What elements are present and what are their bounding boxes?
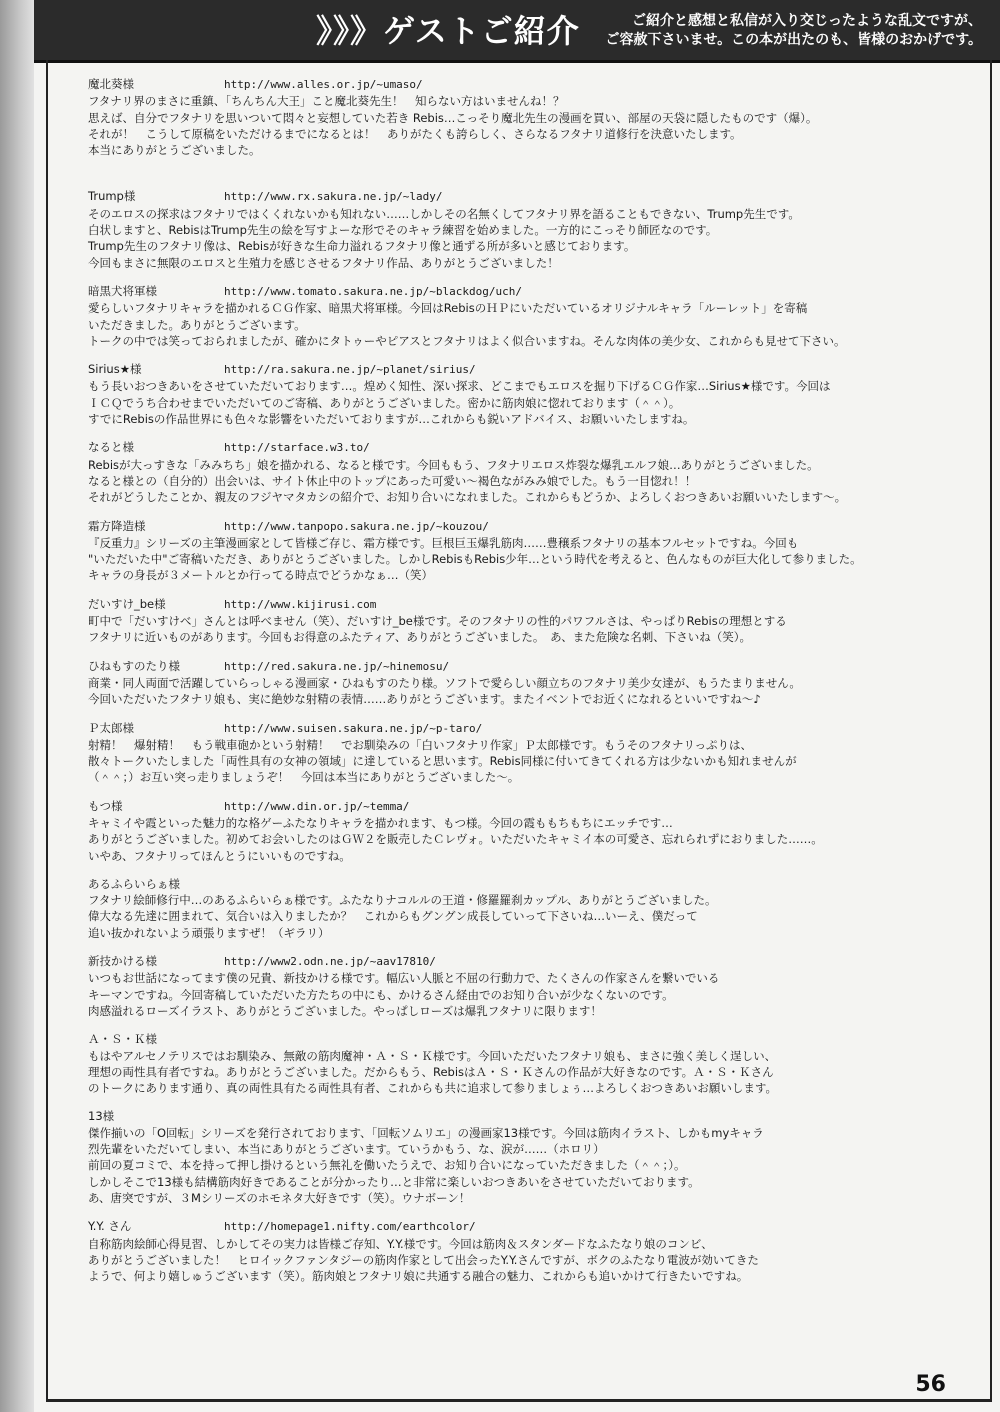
guest-entry — [88, 720, 988, 786]
guest-comment-line: 今回いただいたフタナリ娘も、実に絶妙な射精の表情……ありがとうございます。またイベントでお近くになれるといいですね～♪ — [88, 692, 761, 707]
guest-entry-header — [88, 658, 988, 675]
guest-list — [88, 76, 988, 1296]
guest-comment-line: 肉感溢れるローズイラスト、ありがとうございました。やっぱしローズは爆乳フタナリに限ります！ — [88, 1003, 602, 1018]
guest-comment-line: しかしそこで13様も結構筋肉好きであることが分かったり…と非常に楽しいおつきあいをさせていただいております。 — [88, 1174, 700, 1189]
page-header-banner — [34, 0, 1000, 63]
guest-entry — [88, 1218, 988, 1284]
guest-entry — [88, 1108, 988, 1206]
guest-url: http://www.suisen.sakura.ne.jp/~p-taro/ — [224, 721, 483, 735]
guest-comment-line: ようで、何より嬉しゅうございます（笑）。筋肉娘とフタナリ娘に共通する融合の魅力、これからも追いかけて行きたいですね。 — [88, 1269, 749, 1284]
guest-name: Trump様 — [88, 189, 136, 204]
guest-comment-line: もう長いおつきあいをさせていただいております…。煌めく知性、深い探求、どこまでもエロスを掘り下げるＣＧ作家…Sirius★様です。今回は — [88, 379, 831, 394]
guest-comment-line: そのエロスの探求はフタナリではくくれないかも知れない……しかしその名無くしてフタナリ界を語ることもできない、Trump先生です。 — [88, 206, 800, 221]
guest-comment-line: フタナリ界のまさに重鎮、「ちんちん大王」こと魔北葵先生！ 知らない方はいませんね！？ — [88, 94, 565, 109]
guest-entry — [88, 439, 988, 505]
guest-comment-line: 愛らしいフタナリキャラを描かれるＣＧ作家、暗黒犬将軍様。今回はRebisのＨＰにいただいているオリジナルキャラ「ルーレット」を寄稿 — [88, 301, 808, 316]
guest-entry — [88, 188, 988, 270]
guest-entry — [88, 596, 988, 646]
guest-entry-header — [88, 798, 988, 815]
guest-entry — [88, 283, 988, 349]
guest-comment-line: 本当にありがとうございました。 — [88, 143, 261, 158]
guest-comment-line: 前回の夏コミで、本を持って押し掛けるという無礼を働いたうえで、お知り合いになっていただきました（＾＾；）。 — [88, 1158, 686, 1173]
guest-entry — [88, 658, 988, 708]
guest-comment-line: トークの中では笑っておられましたが、確かにタトゥーやピアスとフタナリはよく似合いますね。そんな肉体の美少女、これからも見せて下さい。 — [88, 333, 846, 348]
guest-comment-line: いつもお世話になってます僕の兄貴、新技かける様です。幅広い人脈と不屈の行動力で、たくさんの作家さんを繋いでいる — [88, 971, 720, 986]
guest-comment-line: なると様との（自分的）出会いは、サイト休止中のトップにあった可愛い～褐色ながみみ娘でした。もう一目惚れ！！ — [88, 473, 697, 488]
guest-comment-line: 散々トークいたしました「両性具有の女神の領域」に達していると思います。Rebis同様に付いてきてくれる方は少ないかも知れませんが — [88, 754, 797, 769]
header-note-line: ご紹介と感想と私信が入り交じったような乱文ですが、 — [632, 13, 982, 29]
guest-comment-line: キャミイや霞といった魅力的な格ゲーふたなりキャラを描かれます、もつ様。今回の霞ももちもちにエッチです… — [88, 815, 673, 830]
guest-comment-line: フタナリ絵師修行中…のあるふらいらぁ様です。ふたなりナコルルの王道・修羅羅刹カップル、ありがとうございました。 — [88, 893, 717, 908]
guest-comment-line: ありがとうございました！ ヒロイックファンタジーの筋肉作家として出会ったY.Y.さんですが、ボクのふたなり電波が効いてきた — [88, 1252, 759, 1267]
guest-comment-line: キーマンですね。今回寄稿していただいた方たちの中にも、かけるさん経由でのお知り合いが少なくないのです。 — [88, 987, 674, 1002]
guest-entry-header — [88, 953, 988, 970]
guest-comment-line: 偉大なる先達に囲まれて、気合いは入りましたか？ これからもグングン成長していって下さいね…いーえ、僕だって — [88, 909, 698, 924]
guest-comment-line: 追い抜かれないよう頑張りますぜ！（ギラリ） — [88, 925, 330, 940]
header-note — [530, 12, 982, 50]
guest-entry-header — [88, 283, 988, 300]
guest-name: ひねもすのたり様 — [88, 658, 180, 673]
guest-comment-line: 白状しますと、RebisはTrump先生の絵を写すよーな形でそのキャラ練習を始めました。一方的にこっそり師匠なのです。 — [88, 223, 718, 238]
guest-entry — [88, 76, 988, 158]
guest-comment-line: 『反重力』シリーズの主筆漫画家として皆様ご存じ、霜方様です。巨根巨玉爆乳筋肉……豊穣系フタナリの基本フルセットですね。今回も — [88, 535, 799, 550]
guest-comment-line: いただきました。ありがとうございます。 — [88, 317, 306, 332]
guest-url: http://www.din.or.jp/~temma/ — [224, 799, 410, 813]
header-note-line: ご容赦下さいませ。この本が出たのも、皆様のおかげです。 — [605, 32, 982, 48]
guest-comment-line: 理想の両性具有者ですね。ありがとうございました。だからもう、RebisはＡ・Ｓ・Ｋさんの作品が大好きなのです。Ａ・Ｓ・Ｋさん — [88, 1064, 774, 1079]
guest-name: Sirius★様 — [88, 362, 142, 377]
guest-entry — [88, 876, 988, 941]
guest-name: なると様 — [88, 440, 134, 455]
guest-url: http://www.tomato.sakura.ne.jp/~blackdog/uch/ — [224, 284, 523, 298]
guest-url: http://red.sakura.ne.jp/~hinemosu/ — [224, 659, 450, 673]
page-title: 》》》ゲストご紹介 — [316, 12, 580, 50]
guest-name: Y.Y. さん — [88, 1219, 132, 1234]
guest-entry-header — [88, 596, 988, 613]
guest-entry-header — [88, 1218, 988, 1235]
guest-url: http://www.kijirusi.com — [224, 597, 377, 611]
guest-url: http://homepage1.nifty.com/earthcolor/ — [224, 1220, 476, 1234]
guest-name: 13様 — [88, 1109, 115, 1124]
guest-entry — [88, 1031, 988, 1096]
guest-comment-line: 自称筋肉絵師心得見習、しかしてその実力は皆様ご存知、Y.Y.様です。今回は筋肉＆スタンダードなふたなり娘のコンビ、 — [88, 1236, 713, 1251]
guest-entry-header — [88, 188, 988, 205]
guest-comment-line: 烈先輩をいただいてしまい、本当にありがとうございます。ていうかもう、な、涙が……（ホロリ） — [88, 1142, 605, 1157]
guest-entry — [88, 953, 988, 1019]
guest-comment-line: 町中で「だいすけべ」さんとは呼べません（笑）、だいすけ_be様です。そのフタナリの性的パワフルさは、やっぱりRebisの理想とする — [88, 614, 787, 629]
guest-url: http://www.rx.sakura.ne.jp/~lady/ — [224, 190, 443, 204]
guest-entry-header — [88, 439, 988, 456]
guest-comment-line: Rebisが大っすきな「みみちち」娘を描かれる、なると様です。今回ももう、フタナリエロス炸裂な爆乳エルフ娘…ありがとうございました。 — [88, 457, 819, 472]
guest-entry-header — [88, 518, 988, 535]
guest-entry-header — [88, 876, 988, 892]
guest-comment-line: ＩＣＱでうち合わせまでいただいてのご寄稿、ありがとうございました。密かに筋肉娘に惚れております（＾＾）。 — [88, 395, 681, 410]
guest-comment-line: のトークにあります通り、真の両性具有たる両性具有者、これからも共に追求して参りましょぅ…よろしくおつきあいお願いします。 — [88, 1081, 777, 1096]
guest-url: http://www.alles.or.jp/~umaso/ — [224, 78, 423, 91]
guest-name: Ａ・Ｓ・Ｋ様 — [88, 1032, 157, 1047]
guest-url: http://www.tanpopo.sakura.ne.jp/~kouzou/ — [224, 519, 489, 533]
guest-name: だいすけ_be様 — [88, 596, 166, 611]
document-page — [34, 0, 1000, 1412]
guest-url: http://ra.sakura.ne.jp/~planet/sirius/ — [224, 363, 476, 377]
guest-entry — [88, 361, 988, 427]
guest-entry-header — [88, 76, 988, 93]
guest-comment-line: Trump先生のフタナリ像は、Rebisが好きな生命力溢れるフタナリ像と通ずる所が多いと感じております。 — [88, 239, 636, 254]
guest-entry — [88, 518, 988, 584]
guest-comment-line: ありがとうございました。初めてお会いしたのはＧＷ２を販売したＣレヴォ。いただいたキャミイ本の可愛さ、忘れられずにおりました……。 — [88, 832, 823, 847]
book-spine-shadow — [0, 0, 34, 1412]
guest-comment-line: "いただいた中"ご寄稿いただき、ありがとうございました。しかしRebisもRebis少年…という時代を考えると、色んなものが巨大化して参りました。 — [88, 552, 862, 567]
guest-url: http://www2.odn.ne.jp/~aav17810/ — [224, 955, 436, 969]
page-number: 56 — [915, 1372, 946, 1397]
guest-comment-line: （＾＾；）お互い突っ走りましょうぞ！ 今回は本当にありがとうございました～。 — [88, 770, 520, 785]
guest-comment-line: あ、唐突ですが、３Mシリーズのホモネタ大好きです（笑）。ウナボーン！ — [88, 1190, 471, 1205]
guest-comment-line: それが！ こうして原稿をいただけるまでになるとは！ ありがたくも誇らしく、さらなるフタナリ道修行を決意いたします。 — [88, 126, 742, 141]
guest-entry-header — [88, 1031, 988, 1047]
guest-comment-line: キャラの身長が３メートルとか行ってる時点でどうかなぁ…（笑） — [88, 568, 433, 583]
guest-comment-line: それがどうしたことか、親友のフジヤマタカシの紹介で、お知り合いになれました。これからもどうか、よろしくおつきあいお願いいたします～。 — [88, 490, 847, 505]
guest-name: あるふらいらぁ様 — [88, 876, 180, 891]
guest-name: Ｐ太郎様 — [88, 720, 134, 735]
guest-comment-line: 商業・同人両面で活躍していらっしゃる漫画家・ひねもすのたり様。ソフトで愛らしい顔立ちのフタナリ美少女達が、もうたまりません。 — [88, 675, 801, 690]
guest-comment-line: いやあ、フタナリってほんとうにいいものですね。 — [88, 848, 351, 863]
guest-name: 霜方降造様 — [88, 518, 146, 533]
guest-comment-line: 傑作揃いの「O回転」シリーズを発行されております、「回転ソムリエ」の漫画家13様です。今回は筋肉イラスト、しかもmyキャラ — [88, 1125, 764, 1140]
guest-entry — [88, 798, 988, 864]
guest-comment-line: フタナリに近いものがあります。今回もお得意のふたティア、ありがとうございました。 あ、また危険な名刺、下さいね（笑）。 — [88, 630, 751, 645]
guest-name: もつ様 — [88, 798, 123, 813]
guest-entry-header — [88, 1108, 988, 1124]
guest-url: http://starface.w3.to/ — [224, 441, 370, 455]
guest-name: 魔北葵様 — [88, 77, 134, 91]
guest-comment-line: 思えば、自分でフタナリを思いついて悶々と妄想していた若き Rebis…こっそり魔北先生の漫画を買い、部屋の天袋に隠したものです（爆）。 — [88, 110, 818, 125]
guest-comment-line: すでにRebisの作品世界にも色々な影響をいただいておりますが…これからも鋭いアドバイス、お願いいたしますね。 — [88, 412, 695, 427]
guest-comment-line: 射精！ 爆射精！ もう戦車砲かという射精！ でお馴染みの「白いフタナリ作家」Ｐ太郎様です。もうそのフタナリっぷりは、 — [88, 737, 753, 752]
guest-name: 暗黒犬将軍様 — [88, 283, 157, 298]
guest-comment-line: もはやアルセノテリスではお馴染み、無敵の筋肉魔神・Ａ・Ｓ・Ｋ様です。今回いただいたフタナリ娘も、まさに強く美しく逞しい、 — [88, 1048, 777, 1063]
guest-entry-header — [88, 361, 988, 378]
guest-name: 新技かける様 — [88, 954, 157, 969]
guest-entry-header — [88, 720, 988, 737]
guest-comment-line: 今回もまさに無限のエロスと生殖力を感じさせるフタナリ作品、ありがとうございました！ — [88, 255, 559, 270]
